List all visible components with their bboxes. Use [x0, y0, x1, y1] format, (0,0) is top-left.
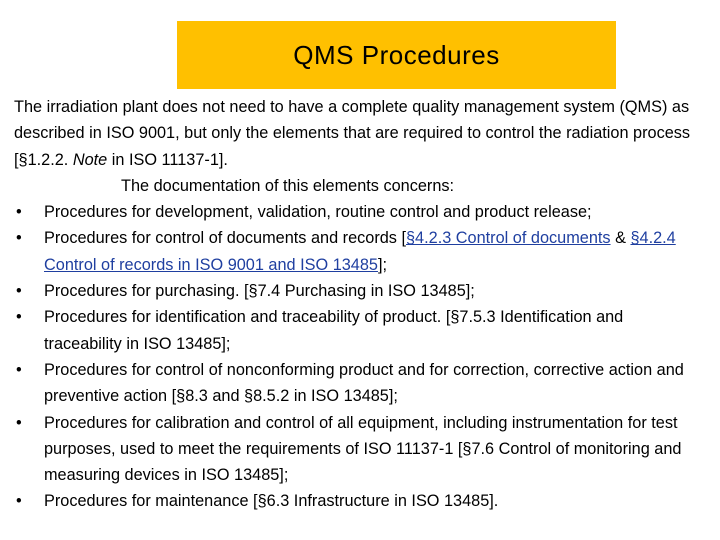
list-item-calibration: [14, 410, 704, 489]
procedures-list: [14, 199, 704, 515]
list-item-text: &: [610, 229, 631, 248]
list-item-text: Procedures for development, validation, routine control and product release;: [44, 203, 592, 222]
list-item-text: Procedures for control of nonconforming product and for correction, corrective action and preventive action [§8.3 and §8.5.2 in ISO 13485];: [44, 360, 684, 406]
link-control-of-documents[interactable]: §4.2.3 Control of documents: [406, 229, 611, 248]
bullet: •: [16, 229, 22, 248]
intro-text-end: in ISO 11137-1].: [107, 150, 228, 169]
bullet: •: [16, 203, 22, 222]
list-item-text: Procedures for maintenance [§6.3 Infrastructure in ISO 13485].: [44, 492, 499, 511]
list-item-maintenance: [14, 488, 704, 514]
intro-note: Note: [72, 150, 108, 169]
intro-paragraph: [14, 94, 704, 173]
bullet: •: [16, 360, 22, 379]
list-item-text: Procedures for calibration and control of all equipment, including instrumentation for test purposes, used to meet the requirements of ISO 11137-1 [§7.6 Control of monitoring and measuring devices in ISO 13485];: [44, 413, 682, 485]
link-control-of-records[interactable]: §4.2.4 Control of records in ISO 9001 and ISO 13485: [44, 229, 676, 274]
slide-body: [14, 94, 704, 515]
list-item-text: ];: [377, 255, 388, 274]
list-item-text: Procedures for identification and traceability of product. [§7.5.3 Identification and traceability in ISO 13485];: [44, 308, 624, 353]
list-item-documents: [14, 225, 704, 278]
bullet: •: [16, 413, 22, 432]
list-item-text: Procedures for purchasing. [§7.4 Purchasing in ISO 13485];: [44, 282, 475, 301]
concerns-heading: The documentation of this elements concerns:: [121, 176, 455, 195]
bullet: •: [16, 282, 22, 301]
intro-text: The irradiation plant does not need to have a complete quality management system (QMS) as described in ISO 9001, but only the elements that are required to control the radiation process [§1.2.2.: [14, 98, 691, 169]
bullet: •: [16, 308, 22, 327]
page-title: QMS Procedures: [293, 39, 500, 70]
list-item-identification: [14, 304, 704, 357]
bullet: •: [16, 492, 22, 511]
list-item-text: Procedures for control of documents and records [: [44, 229, 406, 248]
list-item-development: [14, 199, 704, 225]
title-banner: [177, 21, 616, 89]
list-item-nonconforming: [14, 357, 704, 410]
list-item-purchasing: [14, 278, 704, 304]
